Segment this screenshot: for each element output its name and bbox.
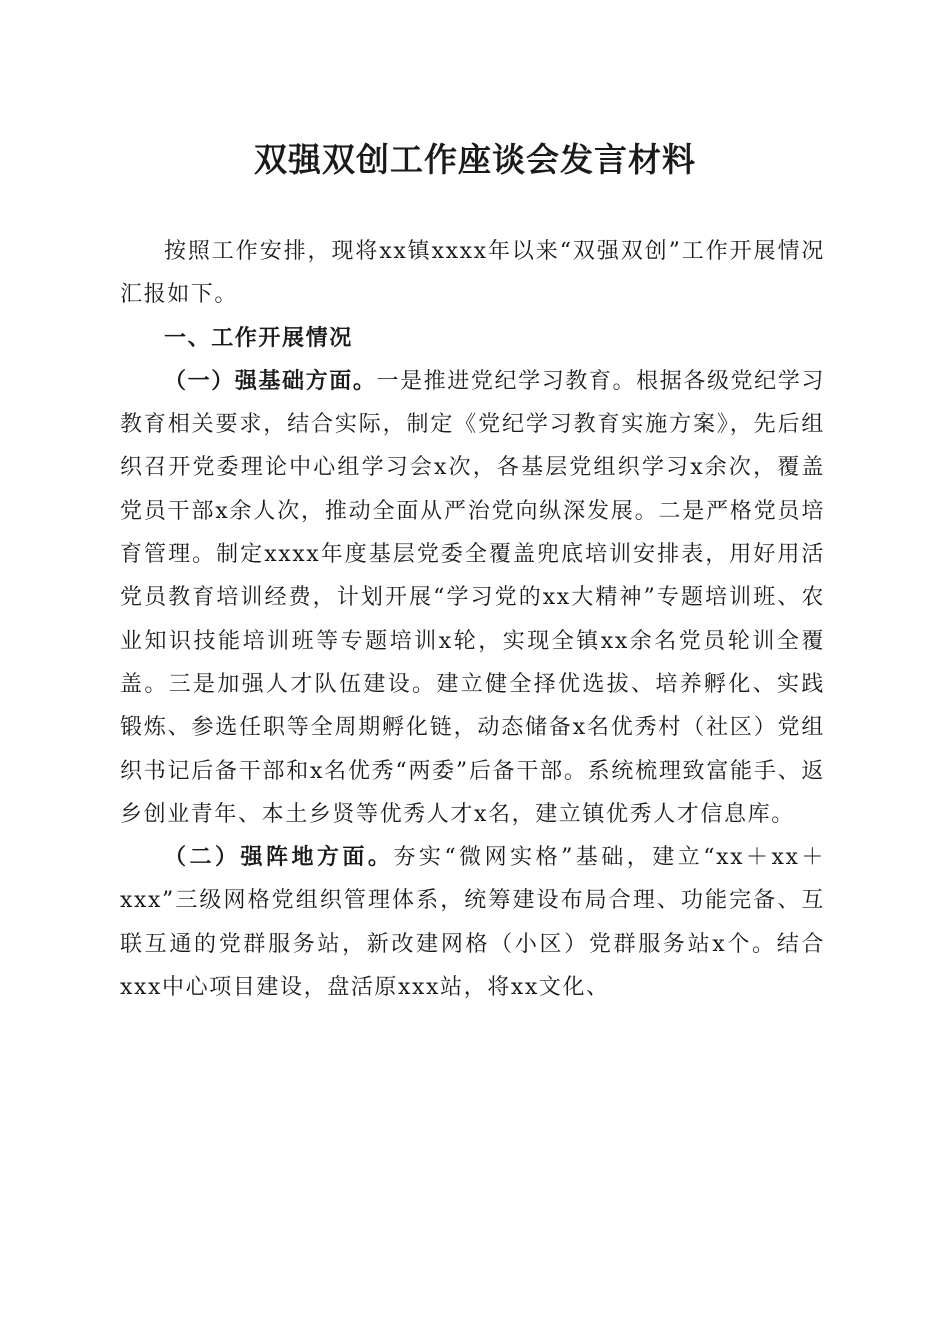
paragraph-strengthen-foundation (120, 360, 825, 836)
document-body (120, 230, 825, 1009)
document-title: 双强双创工作座谈会发言材料 (254, 140, 696, 179)
paragraph-label: （一）强基础方面。 (164, 368, 377, 394)
intro-paragraph: 按照工作安排，现将xx镇xxxx年以来“双强双创”工作开展情况汇报如下。 (120, 239, 825, 308)
paragraph-text: 一是推进党纪学习教育。根据各级党纪学习教育相关要求，结合实际，制定《党纪学习教育实施方案》，先后组织召开党委理论中心组学习会x次，各基层党组织学习x余次，覆盖党员干部x余人次，推动全面从严治党向纵深发展。二是严格党员培育管理。制定xxxx年度基层党委全覆盖兜底培训安排表，用好用活党员教育培训经费，计划开展“学习党的xx大精神”专题培训班、农业知识技能培训班等专题培训x轮，实现全镇xx余名党员轮训全覆盖。三是加强人才队伍建设。建立健全择优选拔、培养孵化、实践锻炼、参选任职等全周期孵化链，动态储备x名优秀村（社区）党组织书记后备干部和x名优秀“两委”后备干部。系统梳理致富能手、返乡创业青年、本土乡贤等优秀人才x名，建立镇优秀人才信息库。 (120, 368, 825, 827)
paragraph-strengthen-position (120, 836, 825, 1009)
paragraph-label: （二）强阵地方面。 (164, 845, 394, 871)
paragraph-text: 夯实“微网实格”基础，建立“xx＋xx＋xxx”三级网格党组织管理体系，统筹建设布局合理、功能完备、互联互通的党群服务站，新改建网格（小区）党群服务站x个。结合xxx中心项目建设，盘活原xxx站，将xx文化、 (120, 845, 825, 1001)
section-heading: 一、工作开展情况 (164, 325, 353, 351)
